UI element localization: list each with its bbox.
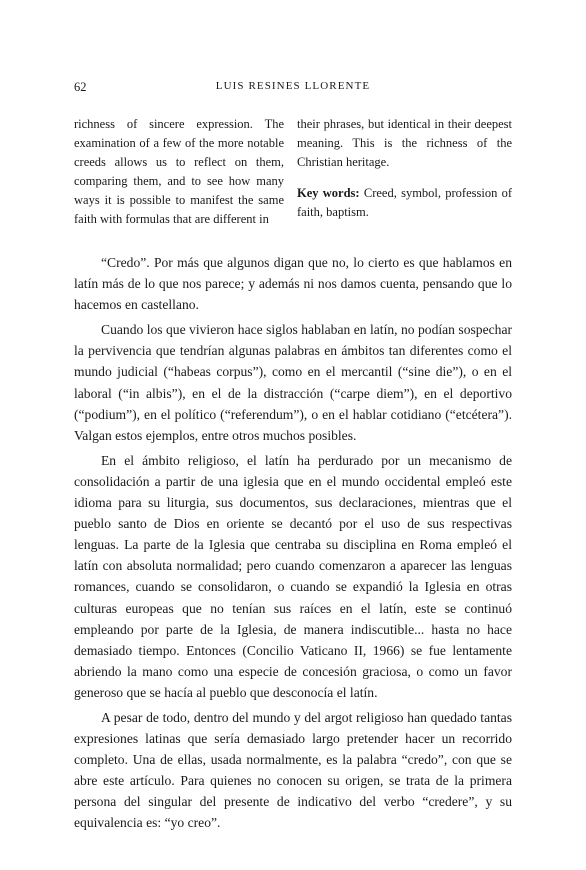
paragraph: A pesar de todo, dentro del mundo y del argot religioso han quedado tantas expresiones latinas que sería demasiado largo pretender hacer un recorrido completo. Una de ellas, usada normalmente, es la palabra “credo”, con que se abre este artículo. Para quienes no conocen su origen, se trata de la primera persona del singular del presente de indicativo del verbo “credere”, y su equivalencia es: “yo creo”. [74, 709, 512, 831]
paragraph: “Credo”. Por más que algunos digan que no, lo cierto es que hablamos en latín más de lo que nos parece; y además ni nos damos cuenta, pensando que lo hacemos en castellano. [74, 255, 512, 313]
body-text [74, 252, 512, 838]
keywords-list: Creed, symbol, profession of faith, baptism. [297, 186, 513, 219]
page-number: 62 [74, 80, 87, 94]
running-header: LUIS RESINES LLORENTE [215, 80, 371, 92]
keywords [297, 184, 512, 222]
keywords-label: Key words: [297, 186, 360, 200]
abstract-column-left [74, 115, 284, 229]
paragraph: En el ámbito religioso, el latín ha perdurado por un mecanismo de consolidación a partir de una iglesia que en el mundo occidental empleó este idioma para su liturgia, sus documentos, sus declaraciones, mientras que el pueblo santo de Dios en oriente se decantó por el uso de sus respectivas lenguas. La parte de la Iglesia que centraba su disciplina en Roma empleó el latín con absoluta normalidad; pero cuando comenzaron a aparecer las lenguas romances, cuando se consolidaron, o cuando se expandió la Iglesia en otras culturas europeas que no tenían sus raíces en el latín, este se continuó empleando por parte de la Iglesia, de manera indiscutible... hasta no hace demasiado tiempo. Entonces (Concilio Vaticano II, 1966) se fue lentamente abriendo la mano como una especie de concesión graciosa, o como un favor generoso que se hacía al pueblo que desconocía el latín. [74, 452, 512, 700]
abstract-text: richness of sincere expression. The examination of a few of the more notable creeds allows us to reflect on them, comparing them, and to see how many ways it is possible to manifest the same faith with formulas that are different in [74, 117, 284, 226]
abstract-column-right [297, 115, 512, 222]
paragraph: Cuando los que vivieron hace siglos hablaban en latín, no podían sospechar la pervivencia que tendrían algunas palabras en ámbitos tan diferentes como el mundo judicial (“habeas corpus”), como en el mercantil (“sine die”), o en el laboral (“in albis”), en el de la distracción (“carpe diem”), en el deportivo (“podium”), en el político (“referendum”), o en el hablar cotidiano (“etcétera”). Valgan estos ejemplos, entre otros muchos posibles. [74, 322, 512, 443]
abstract-text-continued: their phrases, but identical in their deepest meaning. This is the richness of the Christian heritage. [297, 117, 512, 169]
